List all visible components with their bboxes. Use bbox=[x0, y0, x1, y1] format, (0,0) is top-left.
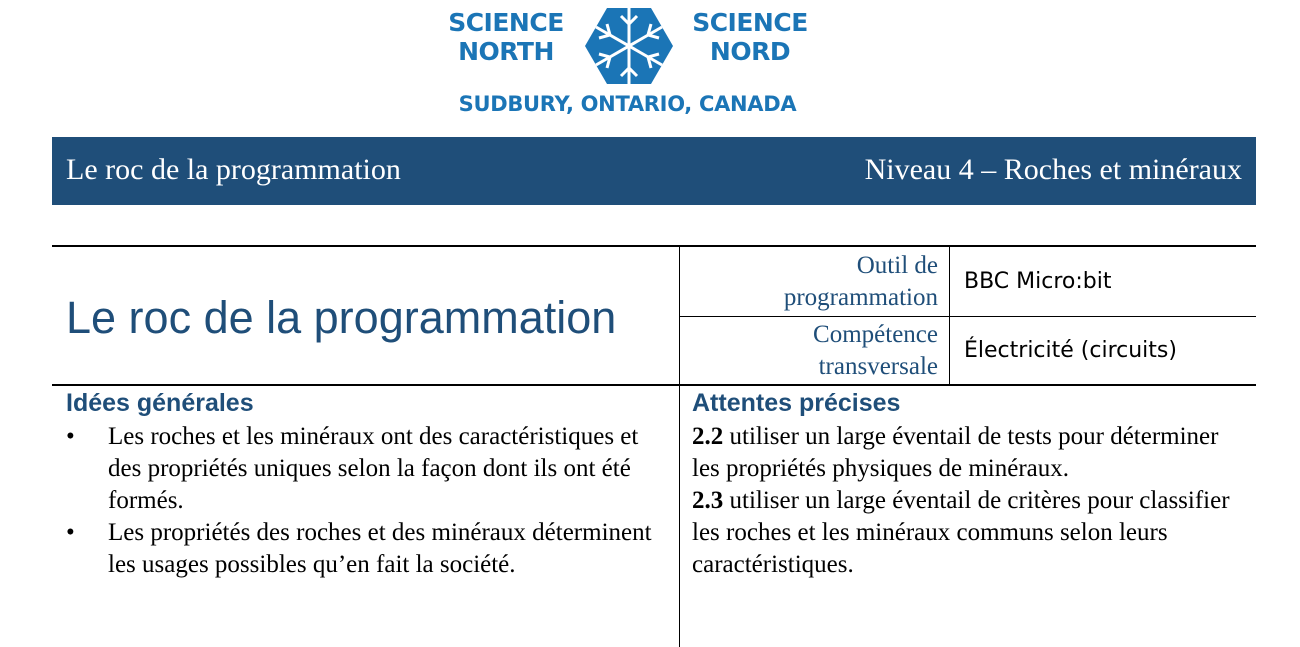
list-item: • Les propriétés des roches et des minéraux déterminent les usages possibles qu’en fait la société. bbox=[66, 519, 652, 578]
logo-text-en: SCIENCE NORTH bbox=[448, 8, 564, 66]
divider bbox=[52, 384, 1256, 386]
tool-label: Outil de programmation bbox=[783, 252, 938, 311]
tool-value: BBC Micro:bit bbox=[964, 269, 1112, 294]
lesson-table bbox=[52, 245, 1256, 647]
ideas-list bbox=[66, 421, 666, 581]
logo-text-fr: SCIENCE NORD bbox=[692, 8, 808, 66]
expectations-list bbox=[692, 421, 1232, 581]
logo-city: SUDBURY, ONTARIO, CANADA bbox=[458, 92, 797, 116]
divider bbox=[680, 316, 1256, 317]
ideas-heading: Idées générales bbox=[66, 389, 254, 417]
snowflake-icon bbox=[585, 4, 673, 88]
banner-level: Niveau 4 – Roches et minéraux bbox=[864, 153, 1242, 186]
science-north-logo bbox=[440, 4, 820, 116]
competence-value: Électricité (circuits) bbox=[964, 338, 1177, 363]
header-banner bbox=[52, 137, 1256, 205]
expectations-heading: Attentes précises bbox=[692, 389, 901, 417]
list-item: 2.2 utiliser un large éventail de tests pour déterminer les propriétés physiques de minéraux. bbox=[692, 423, 1219, 482]
competence-label: Compétence transversale bbox=[813, 321, 938, 380]
page-title: Le roc de la programmation bbox=[66, 292, 617, 343]
list-item: • Les roches et les minéraux ont des caractéristiques et des propriétés uniques selon la façon dont ils ont été formés. bbox=[66, 423, 639, 514]
banner-title: Le roc de la programmation bbox=[66, 153, 401, 186]
list-item: 2.3 utiliser un large éventail de critères pour classifier les roches et les minéraux communs selon leurs caractéristiques. bbox=[692, 487, 1230, 578]
